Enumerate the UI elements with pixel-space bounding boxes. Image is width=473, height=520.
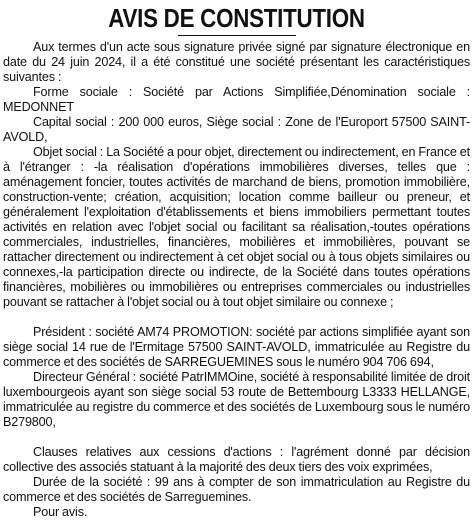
paragraph-directeur-general: Directeur Général : société PatrIMMOine, société à responsabilité limitée de droit luxembourgeois ayant son siège social 53 route de Bettembourg L3333 HELLANGE, immatriculée au registre du commerce et des sociétés de Luxembourg sous le numéro B279800, bbox=[3, 370, 470, 429]
paragraph-capital-siege: Capital social : 200 000 euros, Siège social : Zone de l'Europort 57500 SAINT-AVOLD, bbox=[3, 115, 470, 144]
paragraph-pour-avis: Pour avis. bbox=[33, 505, 88, 519]
notice-body bbox=[3, 40, 470, 520]
paragraph-intro: Aux termes d'un acte sous signature privée signé par signature électronique en date du 24 juin 2024, il a été constitué une société présentant les caractéristiques suivantes : bbox=[3, 40, 470, 84]
paragraph-objet-social: Objet social : La Société a pour objet, directement ou indirectement, en France et à l'étranger : -la réalisation d'opérations immobilières diverses, telles que : aménagement foncier, toutes activités de marchand de biens, promotion immobilière, construction-vente; création, acquisition; location comme bailleur ou preneur, et généralement l'exploitation d'établissements et biens immobiliers permettant toutes activités en relation avec l'objet social ou facilitant sa réalisation,-toutes opérations commerciales, industrielles, financières, mobilières et immobilières, pouvant se rattacher directement ou indirectement à cet objet social ou à tous objets similaires ou connexes,-la participation directe ou indirecte, de la Société dans toutes opérations financières, mobilières ou immobilières ou entreprises commerciales ou industrielles pouvant se rattacher à l'objet social ou à tout objet similaire ou connexe ; bbox=[3, 145, 470, 309]
paragraph-president: Président : société AM74 PROMOTION: société par actions simplifiée ayant son siège social 14 rue de l'Ermitage 57500 SAINT-AVOLD, immatriculée au Registre du commerce et des sociétés de SARREGUEMINES sous le numéro 904 706 694, bbox=[3, 325, 470, 369]
paragraph-forme-sociale: Forme sociale : Société par Actions Simplifiée,Dénomination sociale : MEDONNET bbox=[3, 85, 470, 114]
paragraph-clauses-cessions: Clauses relatives aux cessions d'actions : l'agrément donné par décision collective des associés statuant à la majorité des deux tiers des voix exprimées, bbox=[3, 445, 470, 474]
paragraph-duree: Durée de la société : 99 ans à compter de son immatriculation au Registre du commerce et des sociétés de Sarreguemines. bbox=[3, 475, 470, 504]
notice-title: AVIS DE CONSTITUTION bbox=[108, 3, 365, 33]
title-underline bbox=[178, 35, 296, 36]
